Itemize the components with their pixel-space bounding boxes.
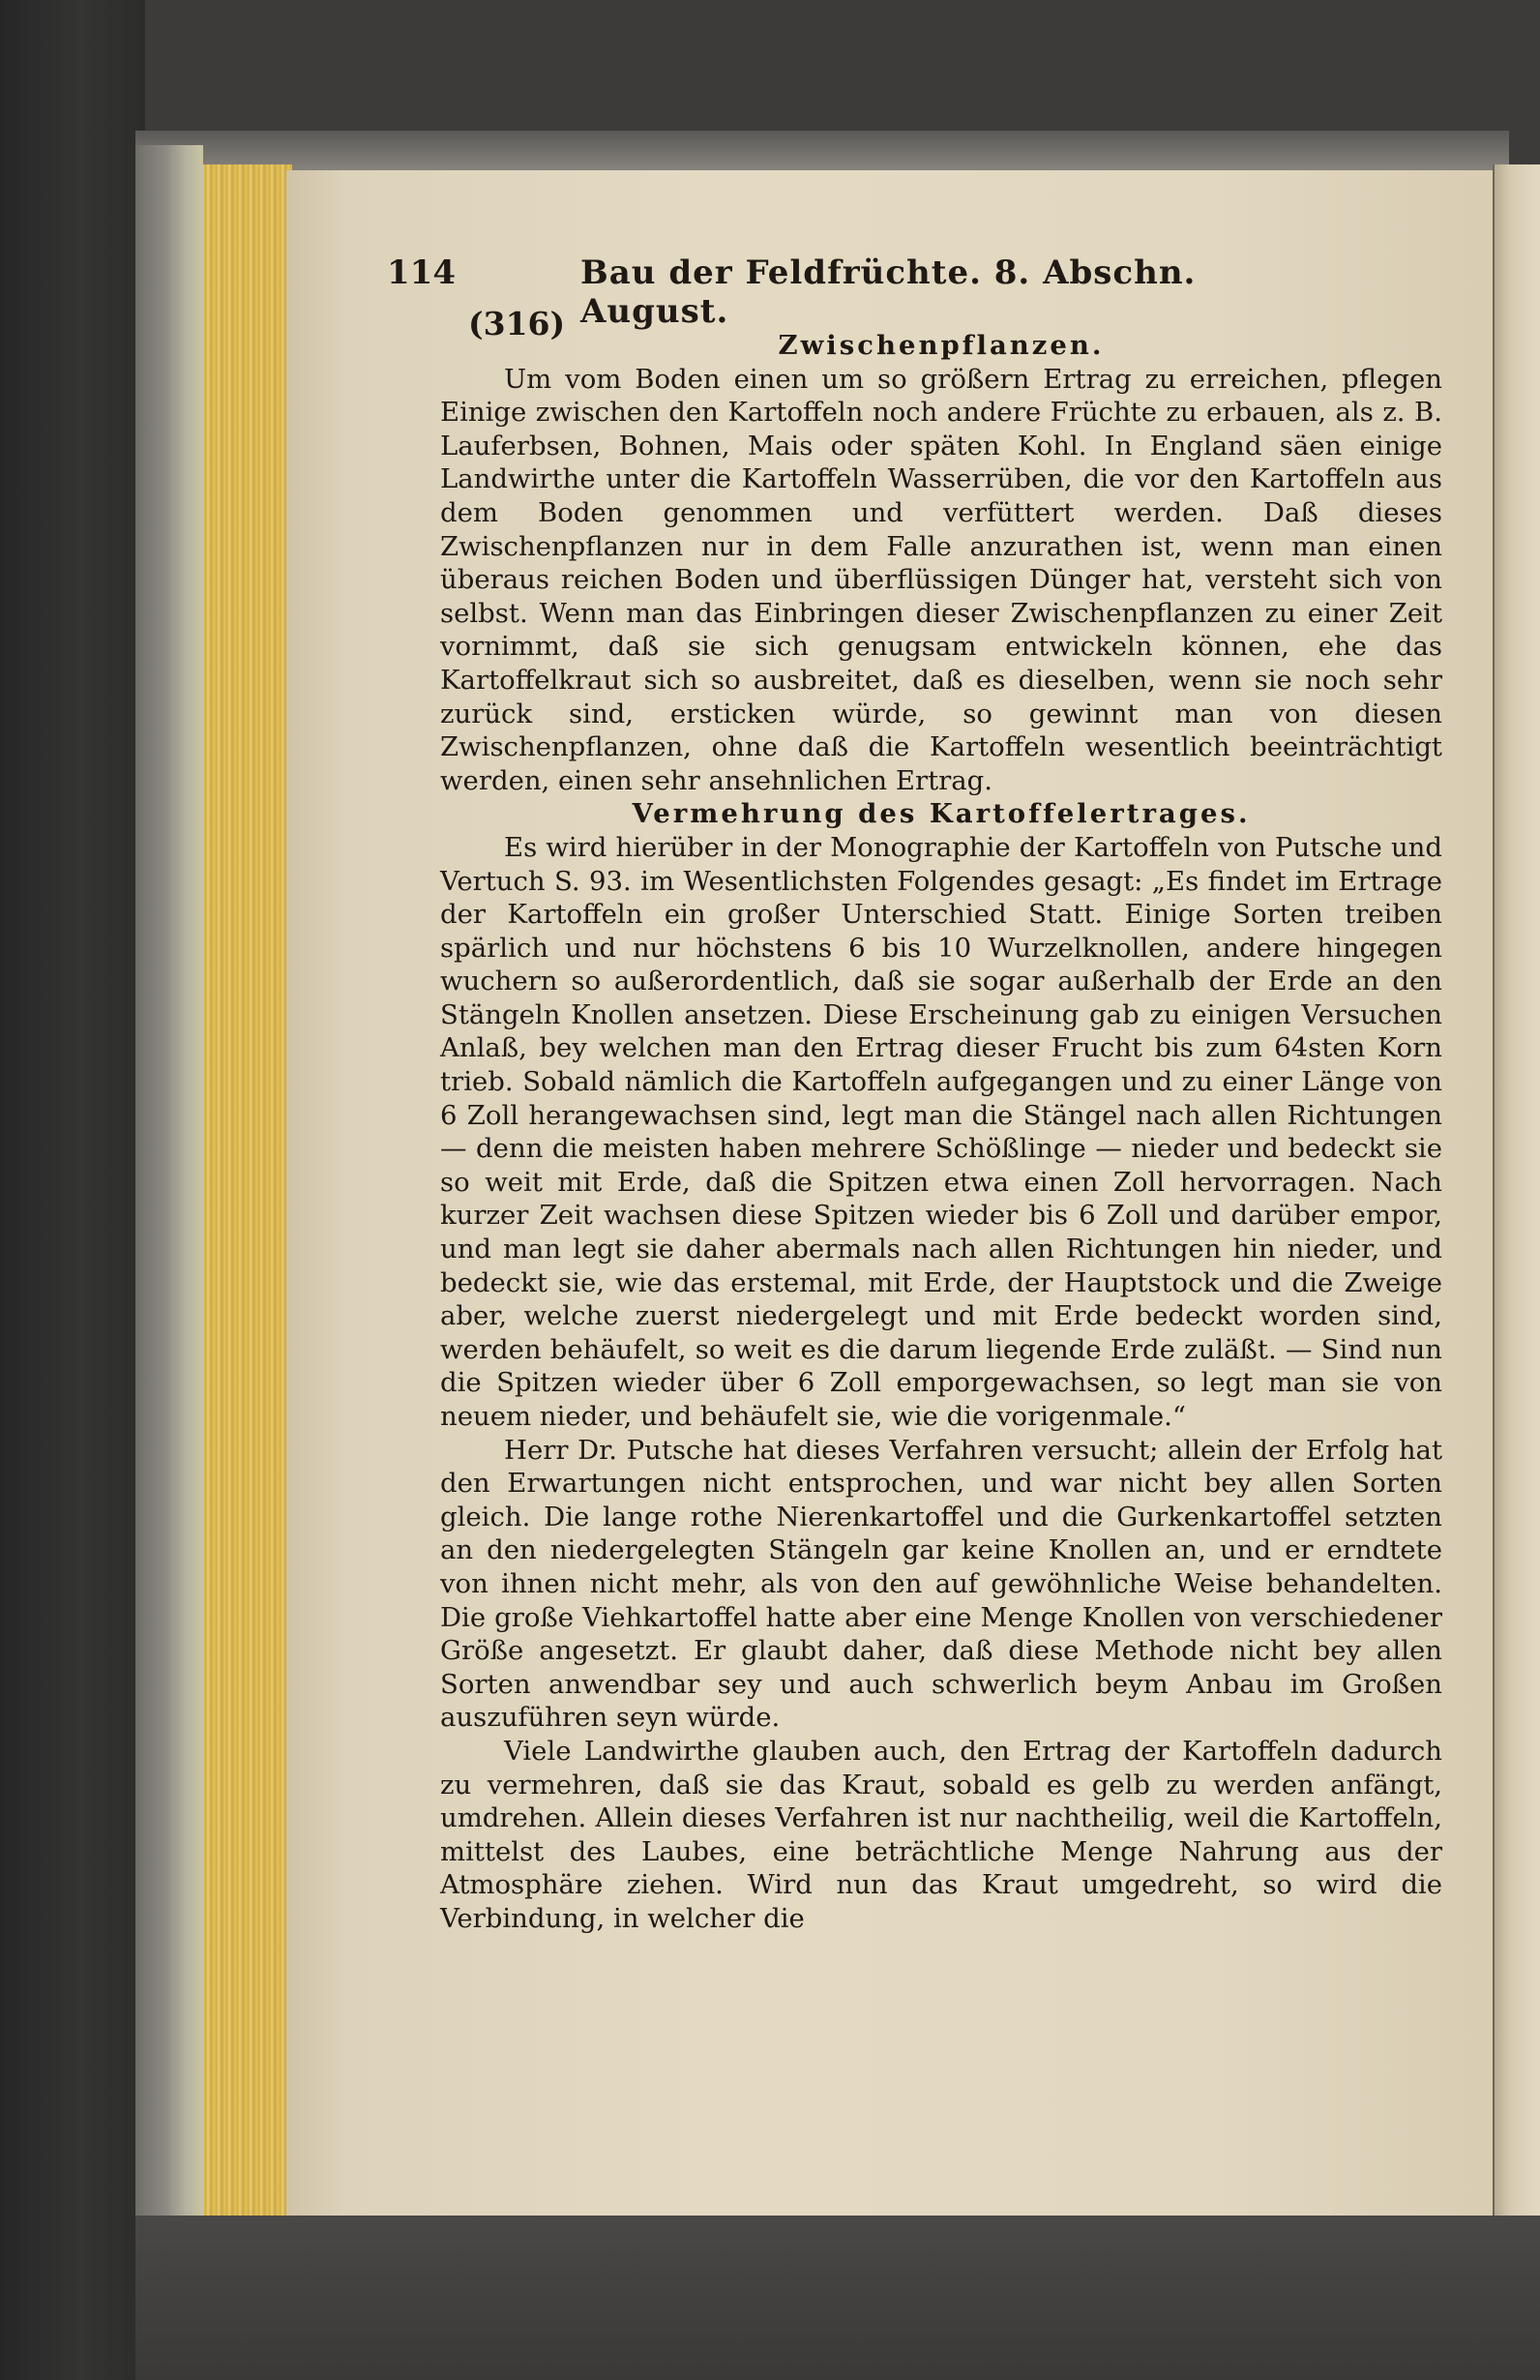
paragraph: Viele Landwirthe glauben auch, den Ertrag der Kartoffeln dadurch zu vermehren, daß sie das Kraut, sobald es gelb zu werden anfängt, umdrehen. Allein dieses Verfahren ist nur nachtheilig, weil die Kartoffeln, mittelst des Laubes, eine beträchtliche Menge Nahrung aus der Atmosphäre ziehen. Wird nun das Kraut umgedreht, so wird die Verbindung, in welcher die — [440, 1735, 1442, 1934]
facing-page-edge — [1495, 164, 1540, 2225]
subheading-zwischenpflanzen: Zwischenpflanzen. — [778, 330, 1105, 361]
bottom-shadow — [135, 2216, 1540, 2380]
book-board-edge — [135, 145, 203, 2225]
paragraph: Um vom Boden einen um so größern Ertrag zu erreichen, pflegen Einige zwischen den Kartoffeln noch andere Früchte zu erbauen, als z. B. Lauferbsen, Bohnen, Mais oder späten Kohl. In England säen einige Landwirthe unter die Kartoffeln Wasserrüben, die vor den Kartoffeln aus dem Boden genommen und verfüttert werden. Daß dieses Zwischenpflanzen nur in dem Falle anzurathen ist, wenn man einen überaus reichen Boden und überflüssigen Dünger hat, versteht sich von selbst. Wenn man das Einbringen dieser Zwischenpflanzen zu einer Zeit vornimmt, daß sie sich genugsam entwickeln können, ehe das Kartoffelkraut sich so ausbreitet, daß es dieselben, wenn sie noch sehr zurück sind, ersticken würde, so gewinnt man von diesen Zwischenpflanzen, ohne daß die Kartoffeln wesentlich beeinträchtigt werden, einen sehr ansehnlichen Ertrag. — [440, 363, 1442, 796]
running-head: Bau der Feldfrüchte. 8. Abschn. August. — [580, 253, 1197, 331]
book-spine — [0, 0, 145, 2380]
gilt-page-edges — [203, 164, 292, 2216]
body-text — [440, 329, 1442, 1936]
paragraph: Herr Dr. Putsche hat dieses Verfahren versucht; allein der Erfolg hat den Erwartungen nicht entsprochen, und war nicht bey allen Sorten gleich. Die lange rothe Nierenkartoffel und die Gurkenkartoffel setzten an den niedergelegten Stängeln gar keine Knollen an, und er erndtete von ihnen nicht mehr, als von den auf gewöhnliche Weise behandelten. Die große Viehkartoffel hatte aber eine Menge Knollen von verschiedener Größe angesetzt. Er glaubt daher, daß diese Methode nicht bey allen Sorten anwendbar sey und auch schwerlich beym Anbau im Großen auszuführen seyn würde. — [440, 1434, 1442, 1734]
section-number: (316) — [468, 305, 566, 342]
page-number: 114 — [387, 253, 456, 292]
subheading-vermehrung: Vermehrung des Kartoffelertrages. — [632, 798, 1251, 830]
paragraph: Es wird hierüber in der Monographie der Kartoffeln von Putsche und Vertuch S. 93. im Wesentlichsten Folgendes gesagt: „Es findet im Ertrage der Kartoffeln ein großer Unterschied Statt. Einige Sorten treiben spärlich und nur höchstens 6 bis 10 Wurzelknollen, andere hingegen wuchern so außerordentlich, daß sie sogar außerhalb der Erde an den Stängeln Knollen ansetzen. Diese Erscheinung gab zu einigen Versuchen Anlaß, bey welchen man den Ertrag dieser Frucht bis zum 64sten Korn trieb. Sobald nämlich die Kartoffeln aufgegangen und zu einer Länge von 6 Zoll herangewachsen sind, legt man die Stängel nach allen Richtungen — denn die meisten haben mehrere Schößlinge — nieder und bedeckt sie so weit mit Erde, daß die Spitzen etwa einen Zoll hervorragen. Nach kurzer Zeit wachsen diese Spitzen wieder bis 6 Zoll und darüber empor, und man legt sie daher abermals nach allen Richtungen hin nieder, und bedeckt sie, wie das erstemal, mit Erde, der Hauptstock und die Zweige aber, welche zuerst niedergelegt und mit Erde bedeckt worden sind, werden behäufelt, so weit es die darum liegende Erde zuläßt. — Sind nun die Spitzen wieder über 6 Zoll emporgewachsen, so legt man sie von neuem nieder, und behäufelt sie, wie die vorigenmale.“ — [440, 831, 1442, 1432]
